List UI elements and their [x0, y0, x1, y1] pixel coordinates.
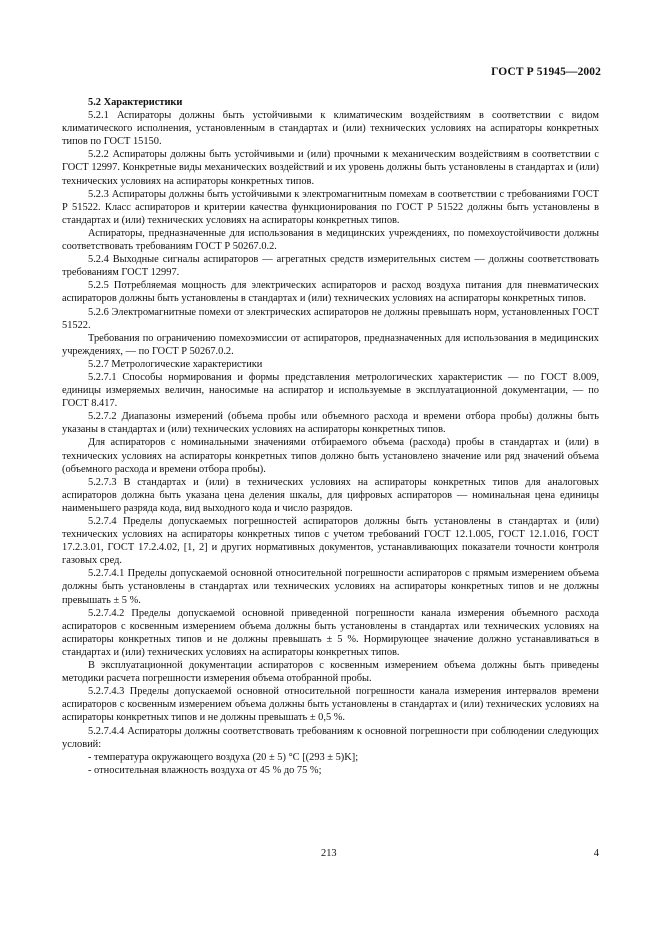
paragraph: 5.2.3 Аспираторы должны быть устойчивыми к электромагнитным помехам в соответствии с требованиями ГОСТ Р 51522. Класс аспираторов и критерии качества функционирования по ГОСТ Р 51522 должны быть установлены в стандартах и (или) технических условиях на аспираторы конкретных типов.	[62, 188, 599, 226]
paragraph: 5.2.7.1 Способы нормирования и формы представления метрологических характеристик — по ГОСТ 8.009, единицы измеряемых величин, наносимые на аспиратор и используемые в эксплуатационной документации, — по ГОСТ 8.417.	[62, 371, 599, 410]
document-code-header: ГОСТ Р 51945—2002	[491, 66, 601, 78]
section-heading: 5.2 Характеристики	[88, 97, 183, 108]
subsection-heading: 5.2.7 Метрологические характеристики	[88, 358, 263, 370]
paragraph: Требования по ограничению помехоэмиссии от аспираторов, предназначенных для использования в медицинских учреждениях, — по ГОСТ Р 50267.0.2.	[62, 332, 599, 357]
paragraph: В эксплуатационной документации аспираторов с косвенным измерением объема должны быть приведены методики расчета погрешности измерения объема отобранной пробы.	[62, 660, 599, 685]
sheet-number: 4	[593, 848, 599, 859]
paragraph: 5.2.7.3 В стандартах и (или) в технических условиях на аспираторы конкретных типов для аналоговых аспираторов должна быть указана цена деления шкалы, для цифровых аспираторов — номинальная цена единицы наименьшего разряда кода, вид выходного кода и число разрядов.	[62, 476, 599, 514]
paragraph: 5.2.7.4.4 Аспираторы должны соответствовать требованиям к основной погрешности при соблюдении следующих условий:	[62, 725, 599, 750]
list-item: - относительная влажность воздуха от 45 % до 75 %;	[88, 764, 322, 776]
paragraph: 5.2.4 Выходные сигналы аспираторов — агрегатных средств измерительных систем — должны соответствовать требованиям ГОСТ 12997.	[62, 254, 599, 279]
paragraph: Для аспираторов с номинальными значениями отбираемого объема (расхода) пробы в стандартах и (или) в технических условиях на аспираторы конкретных типов должно быть установлено значение или ряд значений объема (объемного расхода и времени отбора пробы).	[62, 437, 599, 475]
paragraph: 5.2.5 Потребляемая мощность для электрических аспираторов и расход воздуха питания для пневматических аспираторов должны быть установлены в стандартах и (или) технических условиях на аспираторы конкретных типов.	[62, 280, 599, 305]
paragraph: 5.2.7.4.3 Пределы допускаемой основной относительной погрешности канала измерения интервалов времени аспираторов с косвенным измерением объема должны быть установлены в стандартах и (или) технических условиях на аспираторы конкретных типов и не должны превышать ± 0,5 %.	[62, 686, 599, 724]
list-item: - температура окружающего воздуха (20 ± 5) °С [(293 ± 5)K];	[88, 751, 359, 763]
paragraph: 5.2.2 Аспираторы должны быть устойчивыми и (или) прочными к механическим воздействиям в соответствии с ГОСТ 12997. Конкретные виды механических воздействий и их уровень должны быть установлены в стандартах и (или) технических условиях на аспираторы конкретных типов.	[62, 149, 599, 187]
paragraph: 5.2.6 Электромагнитные помехи от электрических аспираторов не должны превышать норм, установленных ГОСТ 51522.	[62, 306, 599, 331]
document-body	[62, 96, 599, 777]
paragraph: 5.2.7.4.2 Пределы допускаемой основной приведенной погрешности канала измерения объемного расхода аспираторов с косвенным измерением объема должны быть установлены в стандартах или технических условиях на аспираторы конкретных типов и не должны превышать ± 5 %. Нормирующее значение должно устанавливаться в стандартах и (или) технических условиях на аспираторы конкретных типов.	[62, 607, 599, 658]
page-number: 213	[321, 848, 337, 859]
paragraph: 5.2.7.4.1 Пределы допускаемой основной относительной погрешности аспираторов с прямым измерением объема должны быть установлены в стандартах или технических условиях на аспираторы конкретных типов и не должны превышать ± 5 %.	[62, 568, 599, 606]
paragraph: 5.2.7.2 Диапазоны измерений (объема пробы или объемного расхода и времени отбора пробы) должны быть указаны в стандартах и (или) технических условиях на аспираторы конкретных типов.	[62, 411, 599, 436]
paragraph: Аспираторы, предназначенные для использования в медицинских учреждениях, по помехоустойчивости должны соответствовать требованиям ГОСТ Р 50267.0.2.	[62, 227, 599, 253]
paragraph: 5.2.1 Аспираторы должны быть устойчивыми к климатическим воздействиям в соответствии с видом климатического исполнения, установленным в стандартах и (или) технических условиях на аспираторы конкретных типов по ГОСТ 15150.	[62, 110, 599, 148]
paragraph: 5.2.7.4 Пределы допускаемых погрешностей аспираторов должны быть установлены в стандартах и (или) технических условиях на аспираторы конкретных типов с учетом требований ГОСТ 12.1.005, ГОСТ 12.1.016, ГОСТ 17.2.3.01, ГОСТ 17.2.4.02, [1, 2] и других нормативных документов, устанавливающих показатели точности контроля газовых сред.	[62, 516, 599, 567]
